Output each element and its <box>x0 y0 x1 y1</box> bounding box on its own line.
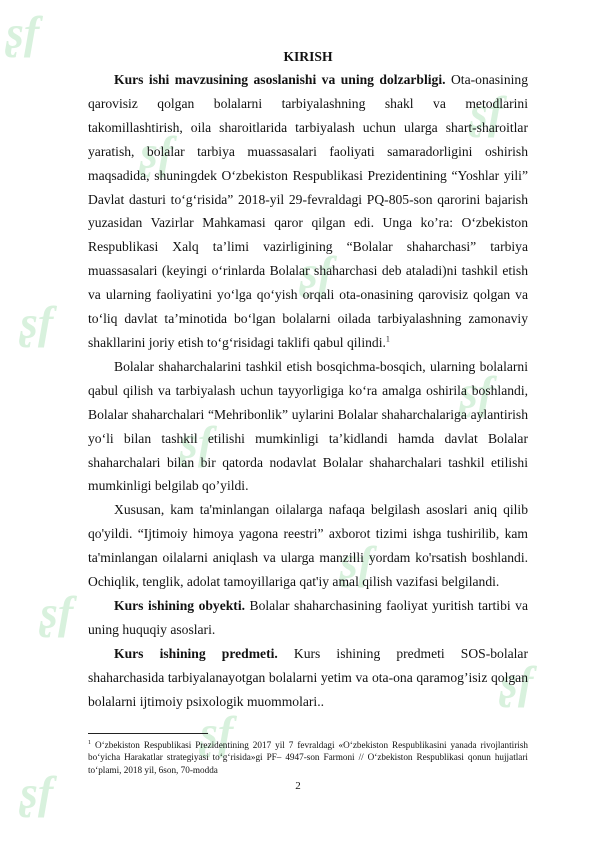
footnote <box>88 739 528 776</box>
paragraph-subject <box>88 642 528 714</box>
watermark-mark: ʂf <box>140 127 174 178</box>
rationale-text: Ota-onasining qarovisiz qolgan bolalarni tarbiyalashning shakl va metodlarini takomillashtirish, oila sharoitlarida tarbiyalash uchun ularga shart-sharoitlar yaratish, bolalar tarbiya muassasalari faoliyati samaradorligini oshirish maqsadida, shuningdek O‘zbekiston Respublikasi Prezidentining “Yoshlar yili” Davlat dasturi to‘g‘risida” 2018-yil 29-fevraldagi PQ-805-son qarorini bajarish yuzasidan Vazirlar Mahkamasi qaror qilgan edi. Unga ko’ra: O‘zbekiston Respublikasi Xalq ta’limi vazirligining “Bolalar shaharchasi” tarbiya muassasalari (keyingi o‘rinlarda Bolalar shaharchasi deb ataladi)ni tashkil etish va ularning faoliyatini yo‘lga qo‘yish orqali ota-onasining qarovisiz qolgan va to‘liq davlat ta’minotida bo‘lgan bolalarni oilada tarbiyalashning zamonaviy shakllarini joriy etish to‘g‘risidagi taklifi qabul qilindi. <box>88 72 529 350</box>
paragraph-rationale <box>88 68 528 355</box>
subject-heading: Kurs ishining predmeti. <box>114 645 278 661</box>
watermark-mark: ʂf <box>460 367 494 418</box>
main-text <box>88 46 528 713</box>
rationale-heading: Kurs ishi mavzusining asoslanishi va uning dolzarbligi. <box>114 72 446 87</box>
watermark-mark: ʂf <box>40 587 74 638</box>
object-heading: Kurs ishining obyekti. <box>114 597 246 613</box>
page-number: 2 <box>295 780 301 792</box>
watermark-mark: ʂf <box>6 7 40 58</box>
watermark-mark: ʂf <box>20 767 54 818</box>
paragraph-object <box>88 594 528 642</box>
watermark-mark: ʂf <box>180 417 214 468</box>
paragraph-social-protection: Xususan, kam ta'minlangan oilalarga nafaqa belgilash asoslari aniq qilib qo'yildi. “Ijtimoiy himoya yagona reestri” axborot tizimi ishga tushirilib, kam ta'minlangan oilalarni aniqlash va ularga manzilli yordam ko'rsatish boshlandi. Ochiqlik, tenglik, adolat tamoyillariga qat'iy amal qilish vazifasi belgilandi. <box>88 502 528 590</box>
page-title: KIRISH <box>283 49 333 64</box>
watermark-mark: ʂf <box>500 657 534 708</box>
footnote-reference[interactable]: 1 <box>385 334 390 344</box>
footnote-text: O‘zbekiston Respublikasi Prezidentining 2017 yil 7 fevraldagi «O‘zbekiston Respublikasini yanada rivojlantirish bo‘yicha Harakatlar strategiyasi to‘g‘risida»gi PF– 4947-son Farmoni // O‘zbekiston Respublikasi qonun hujjatlari to‘plami, 2018 yil, 6son, 70-modda <box>88 740 528 775</box>
footnote-mark: 1 <box>88 739 91 746</box>
watermark-mark: ʂf <box>470 87 504 138</box>
watermark-mark: ʂf <box>200 707 234 758</box>
object-text: Bolalar shaharchasining faoliyat yuritish tartibi va uning huquqiy asoslari. <box>88 597 528 637</box>
subject-text: Kurs ishining predmeti SOS-bolalar shaharchasida tarbiyalanayotgan bolalarni yetim va ota-ona qaramog’isiz qolgan bolalarni ijtimoiy psixologik muommolari.. <box>88 645 528 709</box>
watermark-mark: ʂf <box>340 537 374 588</box>
watermark-mark: ʂf <box>20 297 54 348</box>
footnote-divider <box>88 733 208 734</box>
watermark-mark: ʂf <box>300 247 334 298</box>
paragraph-implementation: Bolalar shaharchalarini tashkil etish bosqichma-bosqich, ularning bolalarni qabul qilish va tarbiyalash uchun tayyorligiga ko‘ra amalga oshirila boshlandi, Bolalar shaharchalari “Mehribonlik” uylarini Bolalar shaharchalariga aylantirish yo‘li bilan tashkil etilishi mumkinligi ta’kidlandi hamda davlat Bolalar shaharchalari bilan bir qatorda nodavlat Bolalar shaharchalari tashkil etilishi mumkinligi belgilab qo’yildi. <box>88 358 528 494</box>
